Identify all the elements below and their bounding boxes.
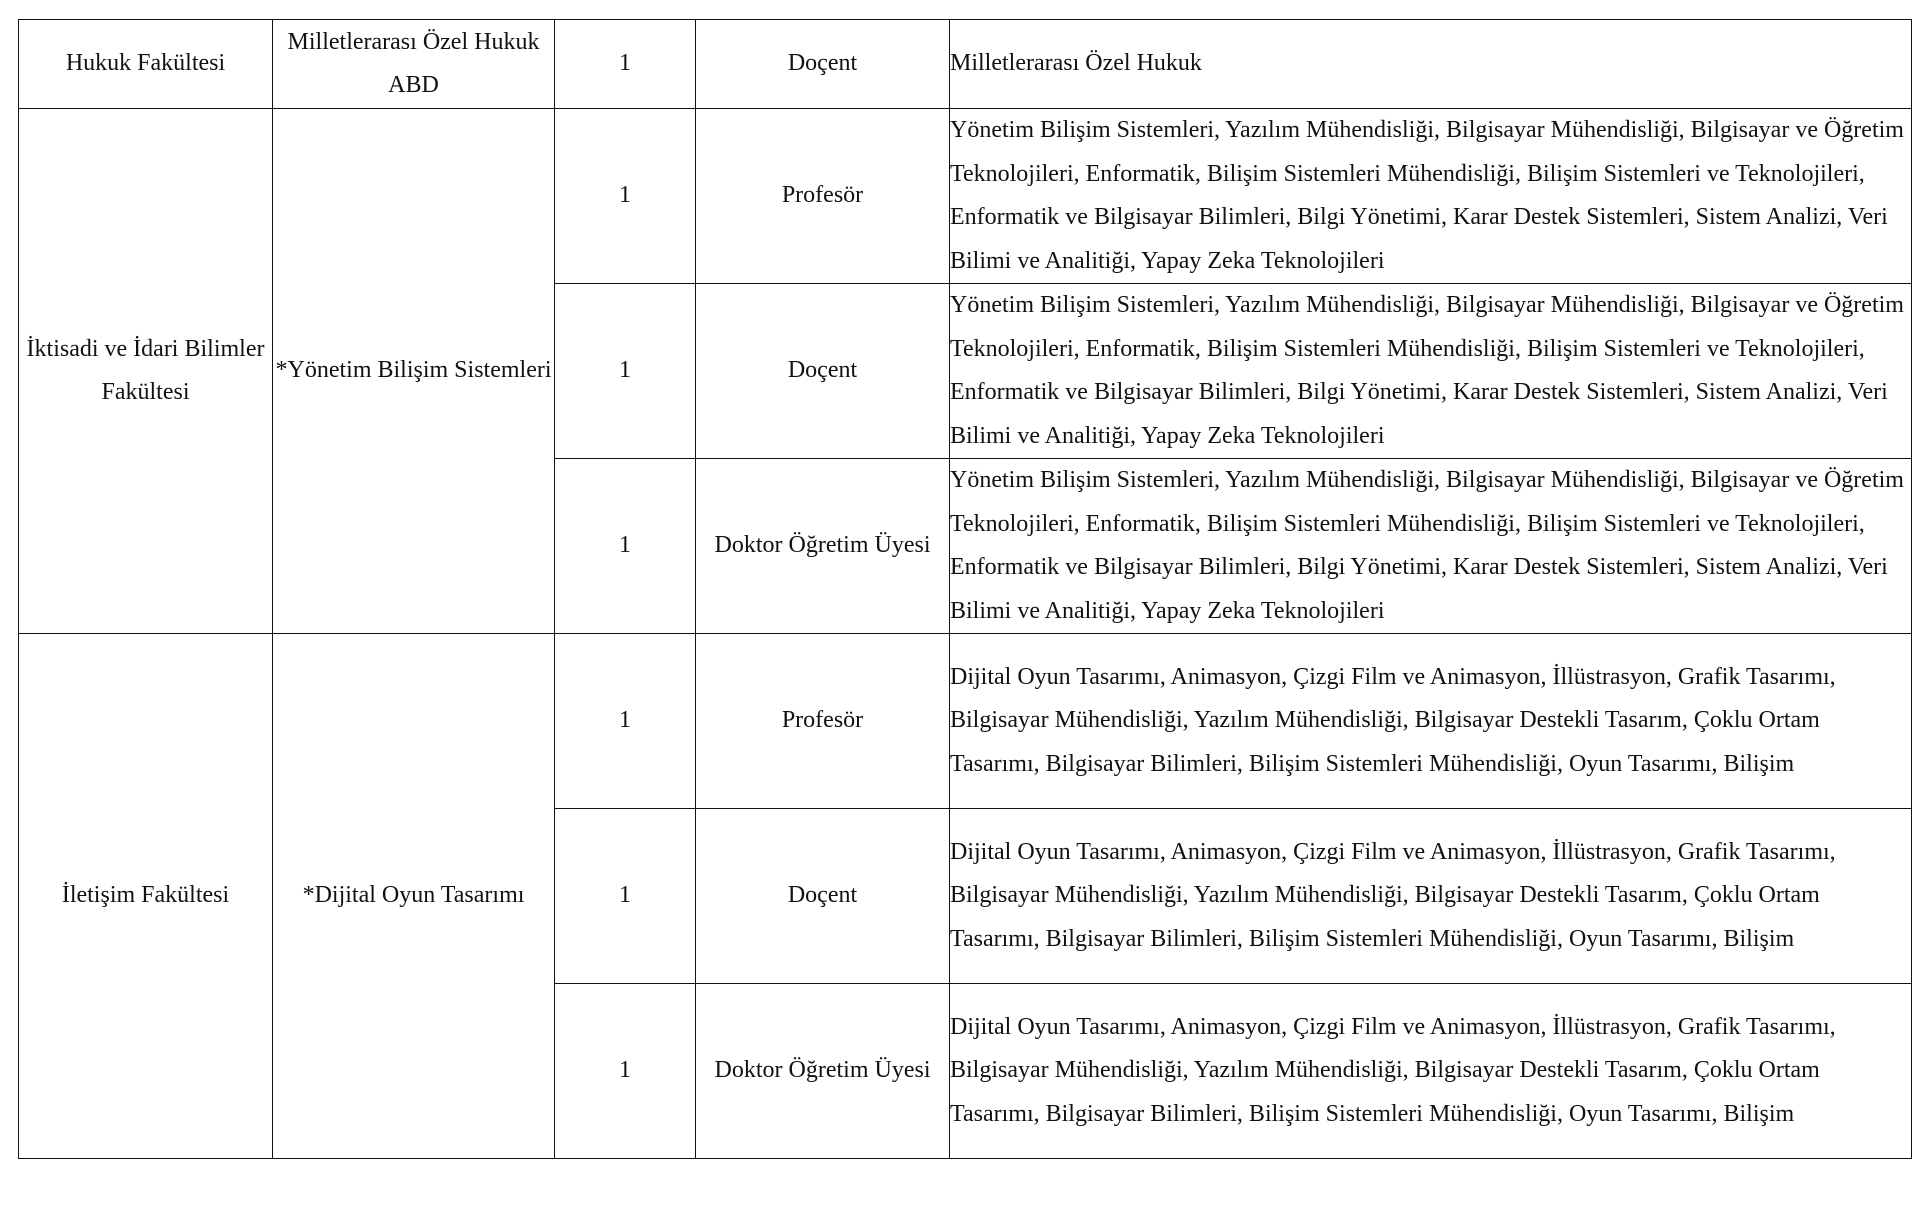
count-cell: 1	[555, 20, 696, 109]
department-cell: *Dijital Oyun Tasarımı	[273, 634, 555, 1159]
field-cell: Yönetim Bilişim Sistemleri, Yazılım Mühendisliği, Bilgisayar Mühendisliği, Bilgisayar ve Öğretim Teknolojileri, Enformatik, Bilişim Sistemleri Mühendisliği, Bilişim Sistemleri ve Teknolojileri, Enformatik ve Bilgisayar Bilimleri, Bilgi Yönetimi, Karar Destek Sistemleri, Sistem Analizi, Veri Bilimi ve Analitiği, Yapay Zeka Teknolojileri	[950, 459, 1912, 634]
count-cell: 1	[555, 109, 696, 284]
count-cell: 1	[555, 459, 696, 634]
field-cell: Yönetim Bilişim Sistemleri, Yazılım Mühendisliği, Bilgisayar Mühendisliği, Bilgisayar ve Öğretim Teknolojileri, Enformatik, Bilişim Sistemleri Mühendisliği, Bilişim Sistemleri ve Teknolojileri, Enformatik ve Bilgisayar Bilimleri, Bilgi Yönetimi, Karar Destek Sistemleri, Sistem Analizi, Veri Bilimi ve Analitiği, Yapay Zeka Teknolojileri	[950, 284, 1912, 459]
department-cell: *Yönetim Bilişim Sistemleri	[273, 109, 555, 634]
field-cell: Dijital Oyun Tasarımı, Animasyon, Çizgi Film ve Animasyon, İllüstrasyon, Grafik Tasarımı, Bilgisayar Mühendisliği, Yazılım Mühendisliği, Bilgisayar Destekli Tasarım, Çoklu Ortam Tasarımı, Bilgisayar Bilimleri, Bilişim Sistemleri Mühendisliği, Oyun Tasarımı, Bilişim	[950, 984, 1912, 1159]
field-cell: Yönetim Bilişim Sistemleri, Yazılım Mühendisliği, Bilgisayar Mühendisliği, Bilgisayar ve Öğretim Teknolojileri, Enformatik, Bilişim Sistemleri Mühendisliği, Bilişim Sistemleri ve Teknolojileri, Enformatik ve Bilgisayar Bilimleri, Bilgi Yönetimi, Karar Destek Sistemleri, Sistem Analizi, Veri Bilimi ve Analitiği, Yapay Zeka Teknolojileri	[950, 109, 1912, 284]
field-cell: Milletlerarası Özel Hukuk	[950, 20, 1912, 109]
title-cell: Doçent	[696, 809, 950, 984]
faculty-cell: Hukuk Fakültesi	[19, 20, 273, 109]
positions-table	[18, 19, 1912, 1159]
title-cell: Profesör	[696, 634, 950, 809]
count-cell: 1	[555, 809, 696, 984]
field-cell: Dijital Oyun Tasarımı, Animasyon, Çizgi Film ve Animasyon, İllüstrasyon, Grafik Tasarımı, Bilgisayar Mühendisliği, Yazılım Mühendisliği, Bilgisayar Destekli Tasarım, Çoklu Ortam Tasarımı, Bilgisayar Bilimleri, Bilişim Sistemleri Mühendisliği, Oyun Tasarımı, Bilişim	[950, 634, 1912, 809]
count-cell: 1	[555, 984, 696, 1159]
title-cell: Profesör	[696, 109, 950, 284]
faculty-cell: İletişim Fakültesi	[19, 634, 273, 1159]
title-cell: Doktor Öğretim Üyesi	[696, 984, 950, 1159]
faculty-cell: İktisadi ve İdari Bilimler Fakültesi	[19, 109, 273, 634]
table-row	[19, 634, 1912, 809]
department-cell: Milletlerarası Özel Hukuk ABD	[273, 20, 555, 109]
title-cell: Doktor Öğretim Üyesi	[696, 459, 950, 634]
title-cell: Doçent	[696, 20, 950, 109]
field-cell: Dijital Oyun Tasarımı, Animasyon, Çizgi Film ve Animasyon, İllüstrasyon, Grafik Tasarımı, Bilgisayar Mühendisliği, Yazılım Mühendisliği, Bilgisayar Destekli Tasarım, Çoklu Ortam Tasarımı, Bilgisayar Bilimleri, Bilişim Sistemleri Mühendisliği, Oyun Tasarımı, Bilişim	[950, 809, 1912, 984]
title-cell: Doçent	[696, 284, 950, 459]
table-row	[19, 109, 1912, 284]
count-cell: 1	[555, 634, 696, 809]
table-row	[19, 20, 1912, 109]
count-cell: 1	[555, 284, 696, 459]
